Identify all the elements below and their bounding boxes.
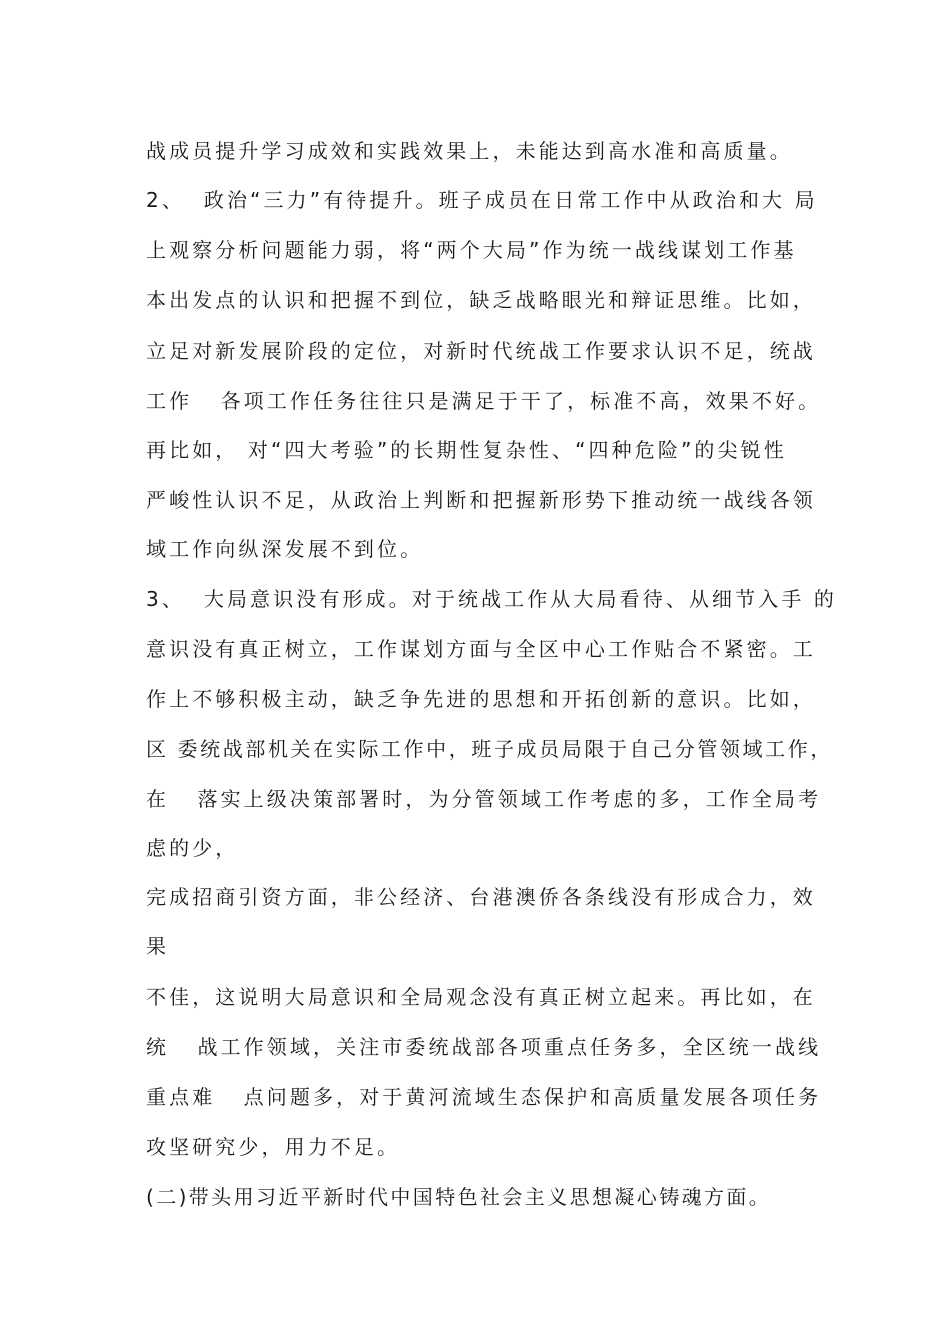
text-line: 战成员提升学习成效和实践效果上，未能达到高水准和高质量。 xyxy=(146,139,793,163)
text-line: 果 xyxy=(146,934,170,958)
text-line: 攻坚研究少，用力不足。 xyxy=(146,1135,401,1159)
text-line: 区 委统战部机关在实际工作中，班子成员局限于自己分管领域工作， xyxy=(146,737,833,761)
section-heading: (二)带头用习近平新时代中国特色社会主义思想凝心铸魂方面。 xyxy=(146,1185,772,1209)
text-line: 3、 大局意识没有形成。对于统战工作从大局看待、从细节入手 的 xyxy=(146,587,837,611)
text-line: 完成招商引资方面，非公经济、台港澳侨各条线没有形成合力，效 xyxy=(146,885,816,909)
text-line: 意识没有真正树立，工作谋划方面与全区中心工作贴合不紧密。工 xyxy=(146,637,816,661)
text-line: 本出发点的认识和把握不到位，缺乏战略眼光和辩证思维。比如， xyxy=(146,288,816,312)
text-line: 统 战工作领域，关注市委统战部各项重点任务多，全区统一战线 xyxy=(146,1035,822,1059)
text-line: 在 落实上级决策部署时，为分管领域工作考虑的多，工作全局考 xyxy=(146,787,822,811)
text-line: 工作 各项工作任务往往只是满足于干了，标准不高，效果不好。 xyxy=(146,389,822,413)
text-line: 域工作向纵深发展不到位。 xyxy=(146,537,424,561)
text-line: 上观察分析问题能力弱，将“两个大局”作为统一战线谋划工作基 xyxy=(146,238,797,262)
text-line: 立足对新发展阶段的定位，对新时代统战工作要求认识不足，统战 xyxy=(146,339,816,363)
text-line: 虑的少， xyxy=(146,836,239,860)
text-line: 再比如， 对“四大考验”的长期性复杂性、“四种危险”的尖锐性 xyxy=(146,438,787,462)
text-line: 重点难 点问题多，对于黄河流域生态保护和高质量发展各项任务 xyxy=(146,1085,822,1109)
text-line: 不佳，这说明大局意识和全局观念没有真正树立起来。再比如，在 xyxy=(146,985,816,1009)
text-line: 2、 政治“三力”有待提升。班子成员在日常工作中从政治和大 局 xyxy=(146,188,818,212)
text-line: 作上不够积极主动，缺乏争先进的思想和开拓创新的意识。比如， xyxy=(146,687,816,711)
text-line: 严峻性认识不足，从政治上判断和把握新形势下推动统一战线各领 xyxy=(146,488,816,512)
